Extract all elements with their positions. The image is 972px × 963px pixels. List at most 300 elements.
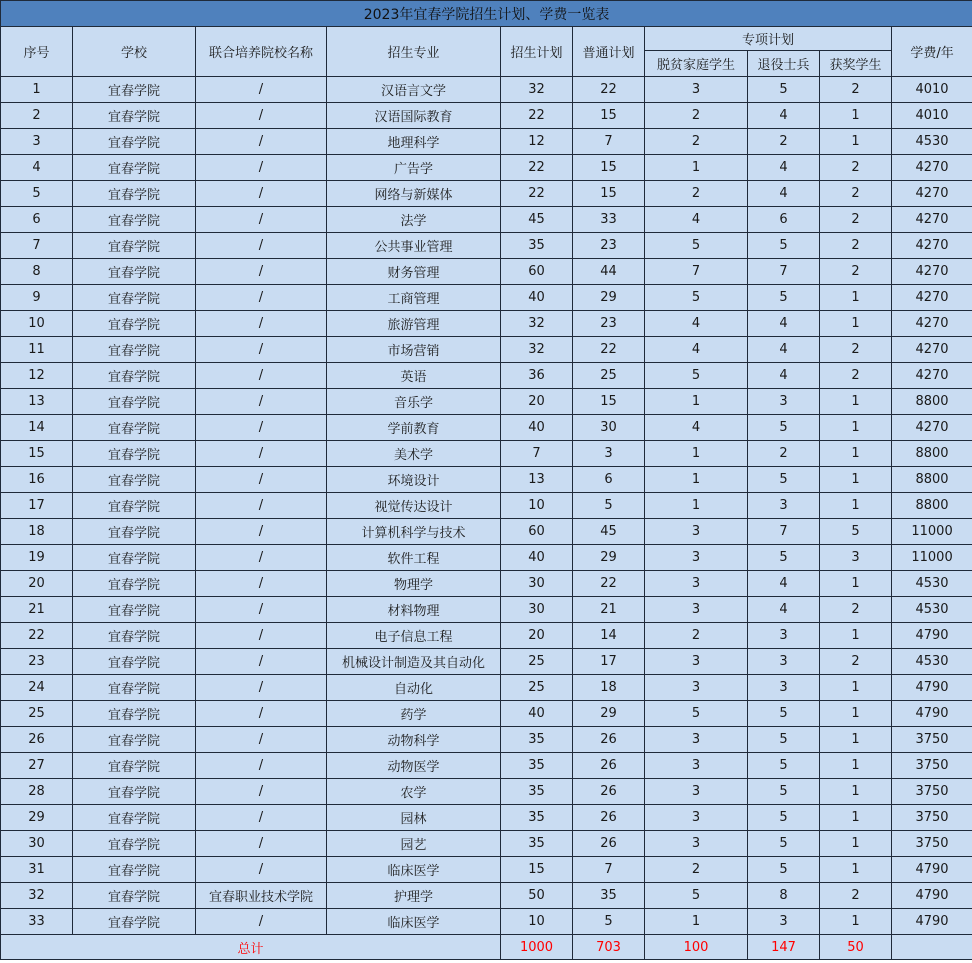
cell-school: 宜春学院 [73, 571, 196, 597]
cell-regular: 15 [573, 389, 645, 415]
table-row [1, 597, 972, 623]
cell-major: 材料物理 [327, 597, 501, 623]
cell-partner: / [196, 909, 327, 935]
cell-school: 宜春学院 [73, 857, 196, 883]
table-row [1, 623, 972, 649]
table-row [1, 779, 972, 805]
cell-school: 宜春学院 [73, 701, 196, 727]
cell-fee: 4010 [892, 77, 972, 103]
cell-veterans: 4 [748, 311, 820, 337]
cell-school: 宜春学院 [73, 363, 196, 389]
cell-school: 宜春学院 [73, 649, 196, 675]
cell-partner: / [196, 623, 327, 649]
cell-index: 24 [1, 675, 73, 701]
cell-regular: 26 [573, 779, 645, 805]
cell-major: 环境设计 [327, 467, 501, 493]
table-row [1, 675, 972, 701]
cell-regular: 22 [573, 571, 645, 597]
cell-plan: 7 [501, 441, 573, 467]
cell-school: 宜春学院 [73, 129, 196, 155]
cell-awards: 2 [820, 155, 892, 181]
cell-veterans: 5 [748, 831, 820, 857]
cell-poverty: 2 [645, 129, 748, 155]
cell-poverty: 2 [645, 623, 748, 649]
cell-awards: 2 [820, 649, 892, 675]
header-veterans: 退役士兵 [748, 51, 820, 77]
cell-plan: 60 [501, 519, 573, 545]
cell-regular: 23 [573, 233, 645, 259]
cell-school: 宜春学院 [73, 389, 196, 415]
cell-index: 2 [1, 103, 73, 129]
cell-awards: 1 [820, 493, 892, 519]
cell-major: 临床医学 [327, 857, 501, 883]
cell-index: 1 [1, 77, 73, 103]
cell-poverty: 3 [645, 831, 748, 857]
cell-fee: 4530 [892, 597, 972, 623]
cell-fee: 3750 [892, 805, 972, 831]
cell-school: 宜春学院 [73, 103, 196, 129]
cell-school: 宜春学院 [73, 519, 196, 545]
cell-veterans: 7 [748, 519, 820, 545]
cell-school: 宜春学院 [73, 545, 196, 571]
cell-poverty: 5 [645, 701, 748, 727]
cell-regular: 29 [573, 545, 645, 571]
cell-regular: 6 [573, 467, 645, 493]
cell-partner: / [196, 649, 327, 675]
cell-plan: 35 [501, 753, 573, 779]
cell-veterans: 4 [748, 597, 820, 623]
table-row [1, 337, 972, 363]
cell-fee: 4270 [892, 363, 972, 389]
header-plan: 招生计划 [501, 27, 573, 77]
cell-major: 园艺 [327, 831, 501, 857]
cell-plan: 40 [501, 545, 573, 571]
cell-plan: 30 [501, 597, 573, 623]
cell-major: 网络与新媒体 [327, 181, 501, 207]
table-title: 2023年宜春学院招生计划、学费一览表 [1, 1, 972, 27]
cell-major: 英语 [327, 363, 501, 389]
cell-school: 宜春学院 [73, 779, 196, 805]
cell-partner: / [196, 129, 327, 155]
total-row [1, 935, 972, 960]
cell-school: 宜春学院 [73, 493, 196, 519]
cell-major: 软件工程 [327, 545, 501, 571]
cell-veterans: 4 [748, 363, 820, 389]
cell-major: 物理学 [327, 571, 501, 597]
cell-awards: 1 [820, 623, 892, 649]
cell-fee: 4790 [892, 909, 972, 935]
cell-partner: / [196, 415, 327, 441]
cell-index: 27 [1, 753, 73, 779]
cell-partner: / [196, 181, 327, 207]
cell-poverty: 1 [645, 389, 748, 415]
table-row [1, 519, 972, 545]
cell-plan: 22 [501, 103, 573, 129]
cell-major: 法学 [327, 207, 501, 233]
cell-awards: 1 [820, 909, 892, 935]
cell-fee: 8800 [892, 467, 972, 493]
total-label: 总计 [1, 935, 501, 960]
cell-regular: 5 [573, 909, 645, 935]
cell-index: 4 [1, 155, 73, 181]
cell-partner: / [196, 311, 327, 337]
cell-school: 宜春学院 [73, 909, 196, 935]
header-awards: 获奖学生 [820, 51, 892, 77]
cell-school: 宜春学院 [73, 233, 196, 259]
cell-veterans: 3 [748, 909, 820, 935]
cell-regular: 45 [573, 519, 645, 545]
table-row [1, 311, 972, 337]
cell-regular: 26 [573, 831, 645, 857]
cell-poverty: 3 [645, 779, 748, 805]
cell-awards: 2 [820, 233, 892, 259]
cell-awards: 2 [820, 883, 892, 909]
cell-school: 宜春学院 [73, 753, 196, 779]
cell-partner: / [196, 467, 327, 493]
cell-poverty: 4 [645, 337, 748, 363]
cell-fee: 4270 [892, 207, 972, 233]
cell-plan: 22 [501, 181, 573, 207]
cell-plan: 32 [501, 311, 573, 337]
cell-regular: 21 [573, 597, 645, 623]
cell-major: 护理学 [327, 883, 501, 909]
cell-partner: / [196, 727, 327, 753]
table-row [1, 493, 972, 519]
cell-partner: / [196, 285, 327, 311]
cell-veterans: 4 [748, 103, 820, 129]
cell-awards: 1 [820, 805, 892, 831]
cell-plan: 22 [501, 155, 573, 181]
cell-index: 26 [1, 727, 73, 753]
table-row [1, 233, 972, 259]
table-row [1, 155, 972, 181]
cell-major: 视觉传达设计 [327, 493, 501, 519]
cell-veterans: 8 [748, 883, 820, 909]
cell-index: 10 [1, 311, 73, 337]
cell-partner: / [196, 753, 327, 779]
cell-fee: 4270 [892, 415, 972, 441]
cell-index: 14 [1, 415, 73, 441]
cell-poverty: 3 [645, 597, 748, 623]
table-row [1, 467, 972, 493]
cell-school: 宜春学院 [73, 207, 196, 233]
cell-plan: 15 [501, 857, 573, 883]
cell-veterans: 5 [748, 727, 820, 753]
cell-awards: 1 [820, 857, 892, 883]
cell-regular: 33 [573, 207, 645, 233]
table-row [1, 363, 972, 389]
cell-awards: 1 [820, 571, 892, 597]
cell-school: 宜春学院 [73, 311, 196, 337]
cell-veterans: 4 [748, 155, 820, 181]
cell-index: 28 [1, 779, 73, 805]
cell-veterans: 5 [748, 415, 820, 441]
cell-plan: 25 [501, 675, 573, 701]
cell-regular: 3 [573, 441, 645, 467]
cell-veterans: 2 [748, 441, 820, 467]
cell-major: 音乐学 [327, 389, 501, 415]
table-row [1, 753, 972, 779]
cell-awards: 1 [820, 831, 892, 857]
cell-veterans: 3 [748, 389, 820, 415]
cell-major: 计算机科学与技术 [327, 519, 501, 545]
cell-major: 农学 [327, 779, 501, 805]
cell-veterans: 5 [748, 285, 820, 311]
cell-plan: 35 [501, 831, 573, 857]
cell-fee: 4270 [892, 233, 972, 259]
cell-veterans: 7 [748, 259, 820, 285]
cell-major: 机械设计制造及其自动化 [327, 649, 501, 675]
cell-partner: / [196, 571, 327, 597]
cell-veterans: 3 [748, 649, 820, 675]
cell-awards: 2 [820, 181, 892, 207]
cell-index: 22 [1, 623, 73, 649]
cell-veterans: 4 [748, 181, 820, 207]
cell-veterans: 5 [748, 545, 820, 571]
table-row [1, 701, 972, 727]
cell-plan: 35 [501, 727, 573, 753]
cell-major: 自动化 [327, 675, 501, 701]
cell-awards: 1 [820, 701, 892, 727]
cell-partner: / [196, 207, 327, 233]
cell-major: 公共事业管理 [327, 233, 501, 259]
cell-fee: 4530 [892, 571, 972, 597]
cell-poverty: 4 [645, 415, 748, 441]
cell-fee: 4790 [892, 883, 972, 909]
cell-fee: 3750 [892, 831, 972, 857]
cell-school: 宜春学院 [73, 831, 196, 857]
cell-index: 31 [1, 857, 73, 883]
cell-poverty: 2 [645, 103, 748, 129]
header-index: 序号 [1, 27, 73, 77]
table-row [1, 545, 972, 571]
cell-fee: 11000 [892, 545, 972, 571]
cell-school: 宜春学院 [73, 597, 196, 623]
cell-poverty: 4 [645, 311, 748, 337]
cell-awards: 1 [820, 727, 892, 753]
cell-veterans: 6 [748, 207, 820, 233]
cell-poverty: 3 [645, 571, 748, 597]
table-row [1, 77, 972, 103]
cell-plan: 60 [501, 259, 573, 285]
cell-awards: 1 [820, 311, 892, 337]
cell-awards: 1 [820, 675, 892, 701]
cell-fee: 4790 [892, 857, 972, 883]
cell-poverty: 5 [645, 233, 748, 259]
cell-awards: 2 [820, 259, 892, 285]
total-awards: 50 [820, 935, 892, 960]
cell-awards: 2 [820, 363, 892, 389]
cell-index: 7 [1, 233, 73, 259]
cell-partner: / [196, 103, 327, 129]
cell-veterans: 5 [748, 467, 820, 493]
cell-regular: 7 [573, 857, 645, 883]
cell-awards: 1 [820, 415, 892, 441]
cell-veterans: 4 [748, 337, 820, 363]
cell-school: 宜春学院 [73, 259, 196, 285]
cell-index: 11 [1, 337, 73, 363]
cell-fee: 4790 [892, 701, 972, 727]
table-row [1, 181, 972, 207]
cell-index: 17 [1, 493, 73, 519]
cell-fee: 4530 [892, 129, 972, 155]
cell-school: 宜春学院 [73, 285, 196, 311]
cell-partner: / [196, 337, 327, 363]
cell-plan: 32 [501, 337, 573, 363]
cell-veterans: 3 [748, 675, 820, 701]
header-poverty: 脱贫家庭学生 [645, 51, 748, 77]
cell-awards: 2 [820, 207, 892, 233]
total-veterans: 147 [748, 935, 820, 960]
cell-partner: / [196, 259, 327, 285]
cell-poverty: 3 [645, 753, 748, 779]
cell-index: 20 [1, 571, 73, 597]
cell-poverty: 5 [645, 285, 748, 311]
cell-veterans: 5 [748, 233, 820, 259]
cell-regular: 15 [573, 155, 645, 181]
cell-veterans: 3 [748, 623, 820, 649]
cell-plan: 40 [501, 415, 573, 441]
cell-major: 临床医学 [327, 909, 501, 935]
cell-partner: / [196, 597, 327, 623]
cell-index: 32 [1, 883, 73, 909]
cell-partner: / [196, 363, 327, 389]
cell-plan: 12 [501, 129, 573, 155]
cell-regular: 23 [573, 311, 645, 337]
cell-fee: 4270 [892, 285, 972, 311]
table-row [1, 207, 972, 233]
cell-index: 23 [1, 649, 73, 675]
cell-regular: 29 [573, 701, 645, 727]
cell-poverty: 3 [645, 805, 748, 831]
table-row [1, 805, 972, 831]
cell-fee: 4010 [892, 103, 972, 129]
cell-plan: 25 [501, 649, 573, 675]
cell-plan: 36 [501, 363, 573, 389]
cell-fee: 8800 [892, 389, 972, 415]
cell-plan: 35 [501, 779, 573, 805]
cell-poverty: 1 [645, 441, 748, 467]
cell-regular: 18 [573, 675, 645, 701]
cell-poverty: 1 [645, 493, 748, 519]
cell-school: 宜春学院 [73, 337, 196, 363]
cell-index: 30 [1, 831, 73, 857]
cell-fee: 3750 [892, 753, 972, 779]
cell-poverty: 1 [645, 467, 748, 493]
cell-regular: 26 [573, 753, 645, 779]
cell-fee: 4270 [892, 181, 972, 207]
cell-fee: 4270 [892, 259, 972, 285]
table-row [1, 103, 972, 129]
cell-veterans: 5 [748, 77, 820, 103]
header-special: 专项计划 [645, 27, 892, 51]
cell-poverty: 3 [645, 727, 748, 753]
cell-awards: 5 [820, 519, 892, 545]
cell-regular: 44 [573, 259, 645, 285]
cell-partner: 宜春职业技术学院 [196, 883, 327, 909]
cell-fee: 4270 [892, 155, 972, 181]
table-row [1, 727, 972, 753]
total-poverty: 100 [645, 935, 748, 960]
cell-school: 宜春学院 [73, 441, 196, 467]
cell-regular: 15 [573, 181, 645, 207]
cell-partner: / [196, 389, 327, 415]
cell-plan: 20 [501, 389, 573, 415]
table-row [1, 883, 972, 909]
cell-poverty: 5 [645, 363, 748, 389]
cell-plan: 45 [501, 207, 573, 233]
cell-poverty: 2 [645, 857, 748, 883]
table-row [1, 831, 972, 857]
cell-plan: 10 [501, 909, 573, 935]
cell-major: 动物科学 [327, 727, 501, 753]
cell-awards: 1 [820, 129, 892, 155]
cell-partner: / [196, 155, 327, 181]
cell-poverty: 3 [645, 519, 748, 545]
cell-fee: 11000 [892, 519, 972, 545]
cell-major: 地理科学 [327, 129, 501, 155]
cell-poverty: 3 [645, 675, 748, 701]
cell-major: 美术学 [327, 441, 501, 467]
cell-partner: / [196, 831, 327, 857]
cell-major: 广告学 [327, 155, 501, 181]
cell-school: 宜春学院 [73, 181, 196, 207]
cell-awards: 1 [820, 389, 892, 415]
cell-awards: 1 [820, 779, 892, 805]
cell-fee: 4270 [892, 337, 972, 363]
cell-index: 3 [1, 129, 73, 155]
header-school: 学校 [73, 27, 196, 77]
cell-regular: 26 [573, 727, 645, 753]
cell-plan: 32 [501, 77, 573, 103]
cell-awards: 2 [820, 77, 892, 103]
cell-fee: 8800 [892, 441, 972, 467]
cell-partner: / [196, 701, 327, 727]
cell-partner: / [196, 77, 327, 103]
cell-school: 宜春学院 [73, 675, 196, 701]
cell-poverty: 4 [645, 207, 748, 233]
table-row [1, 415, 972, 441]
cell-major: 园林 [327, 805, 501, 831]
cell-major: 财务管理 [327, 259, 501, 285]
header-fee: 学费/年 [892, 27, 972, 77]
cell-partner: / [196, 519, 327, 545]
cell-school: 宜春学院 [73, 727, 196, 753]
table-row [1, 649, 972, 675]
table-body [1, 77, 972, 935]
cell-awards: 2 [820, 597, 892, 623]
cell-regular: 7 [573, 129, 645, 155]
cell-poverty: 3 [645, 649, 748, 675]
cell-awards: 2 [820, 337, 892, 363]
cell-awards: 1 [820, 285, 892, 311]
cell-veterans: 5 [748, 779, 820, 805]
cell-index: 25 [1, 701, 73, 727]
cell-veterans: 5 [748, 701, 820, 727]
total-plan: 1000 [501, 935, 573, 960]
cell-major: 电子信息工程 [327, 623, 501, 649]
cell-regular: 35 [573, 883, 645, 909]
cell-school: 宜春学院 [73, 77, 196, 103]
cell-fee: 8800 [892, 493, 972, 519]
cell-poverty: 7 [645, 259, 748, 285]
cell-partner: / [196, 675, 327, 701]
cell-index: 12 [1, 363, 73, 389]
cell-index: 19 [1, 545, 73, 571]
cell-poverty: 2 [645, 181, 748, 207]
cell-major: 工商管理 [327, 285, 501, 311]
cell-partner: / [196, 857, 327, 883]
